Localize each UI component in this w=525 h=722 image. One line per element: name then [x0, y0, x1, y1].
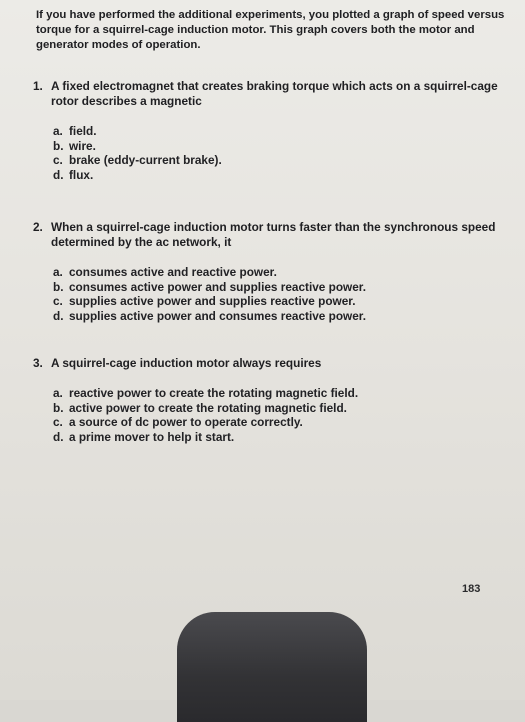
option-letter: b.: [53, 279, 64, 294]
answer-options: [53, 386, 513, 444]
question-stem: [33, 220, 513, 250]
option-text: wire.: [69, 138, 96, 153]
answer-option: [53, 280, 513, 295]
finger-occlusion: [177, 612, 367, 722]
option-letter: c.: [53, 415, 63, 429]
answer-option: [53, 430, 513, 445]
option-text: supplies active power and supplies reactive power.: [69, 294, 356, 308]
option-letter: d.: [53, 429, 64, 444]
option-letter: c.: [53, 153, 63, 167]
option-letter: c.: [53, 294, 63, 308]
answer-options: [53, 124, 513, 182]
answer-option: [53, 124, 513, 139]
option-text: flux.: [69, 167, 94, 182]
question-1: [33, 79, 513, 182]
intro-paragraph: If you have performed the additional experiments, you plotted a graph of speed versus torque for a squirrel-cage induction motor. This graph covers both the motor and generator modes of operation.: [36, 9, 505, 51]
option-text: brake (eddy-current brake).: [69, 153, 222, 167]
answer-option: [53, 309, 513, 324]
option-letter: d.: [53, 167, 64, 182]
option-letter: a.: [53, 265, 63, 279]
option-text: reactive power to create the rotating magnetic field.: [69, 386, 359, 400]
question-text: A fixed electromagnet that creates braking torque which acts on a squirrel-cage rotor describes a magnetic: [51, 79, 498, 108]
question-text: A squirrel-cage induction motor always requires: [51, 356, 322, 370]
answer-option: [53, 153, 513, 168]
question-number: 1.: [33, 79, 43, 93]
answer-option: [53, 294, 513, 309]
answer-options: [53, 265, 513, 323]
question-stem: [33, 356, 513, 371]
option-text: supplies active power and consumes reactive power.: [69, 308, 367, 323]
question-number: 2.: [33, 220, 43, 234]
question-number: 3.: [33, 356, 43, 370]
option-letter: a.: [53, 124, 63, 138]
question-2: [33, 220, 513, 323]
answer-option: [53, 401, 513, 416]
question-text: When a squirrel-cage induction motor turns faster than the synchronous speed determined by the ac network, it: [51, 220, 496, 249]
answer-option: [53, 168, 513, 183]
option-text: active power to create the rotating magnetic field.: [69, 400, 347, 415]
answer-option: [53, 386, 513, 401]
option-text: a source of dc power to operate correctly.: [69, 415, 303, 429]
option-text: consumes active power and supplies reactive power.: [69, 279, 367, 294]
option-text: a prime mover to help it start.: [69, 429, 235, 444]
question-stem: [33, 79, 513, 109]
answer-option: [53, 415, 513, 430]
option-letter: d.: [53, 308, 64, 323]
answer-option: [53, 139, 513, 154]
answer-option: [53, 265, 513, 280]
option-text: field.: [69, 124, 97, 138]
option-letter: b.: [53, 138, 64, 153]
option-letter: a.: [53, 386, 63, 400]
option-letter: b.: [53, 400, 64, 415]
question-3: [33, 356, 513, 444]
option-text: consumes active and reactive power.: [69, 265, 277, 279]
page-number: 183: [462, 583, 481, 595]
